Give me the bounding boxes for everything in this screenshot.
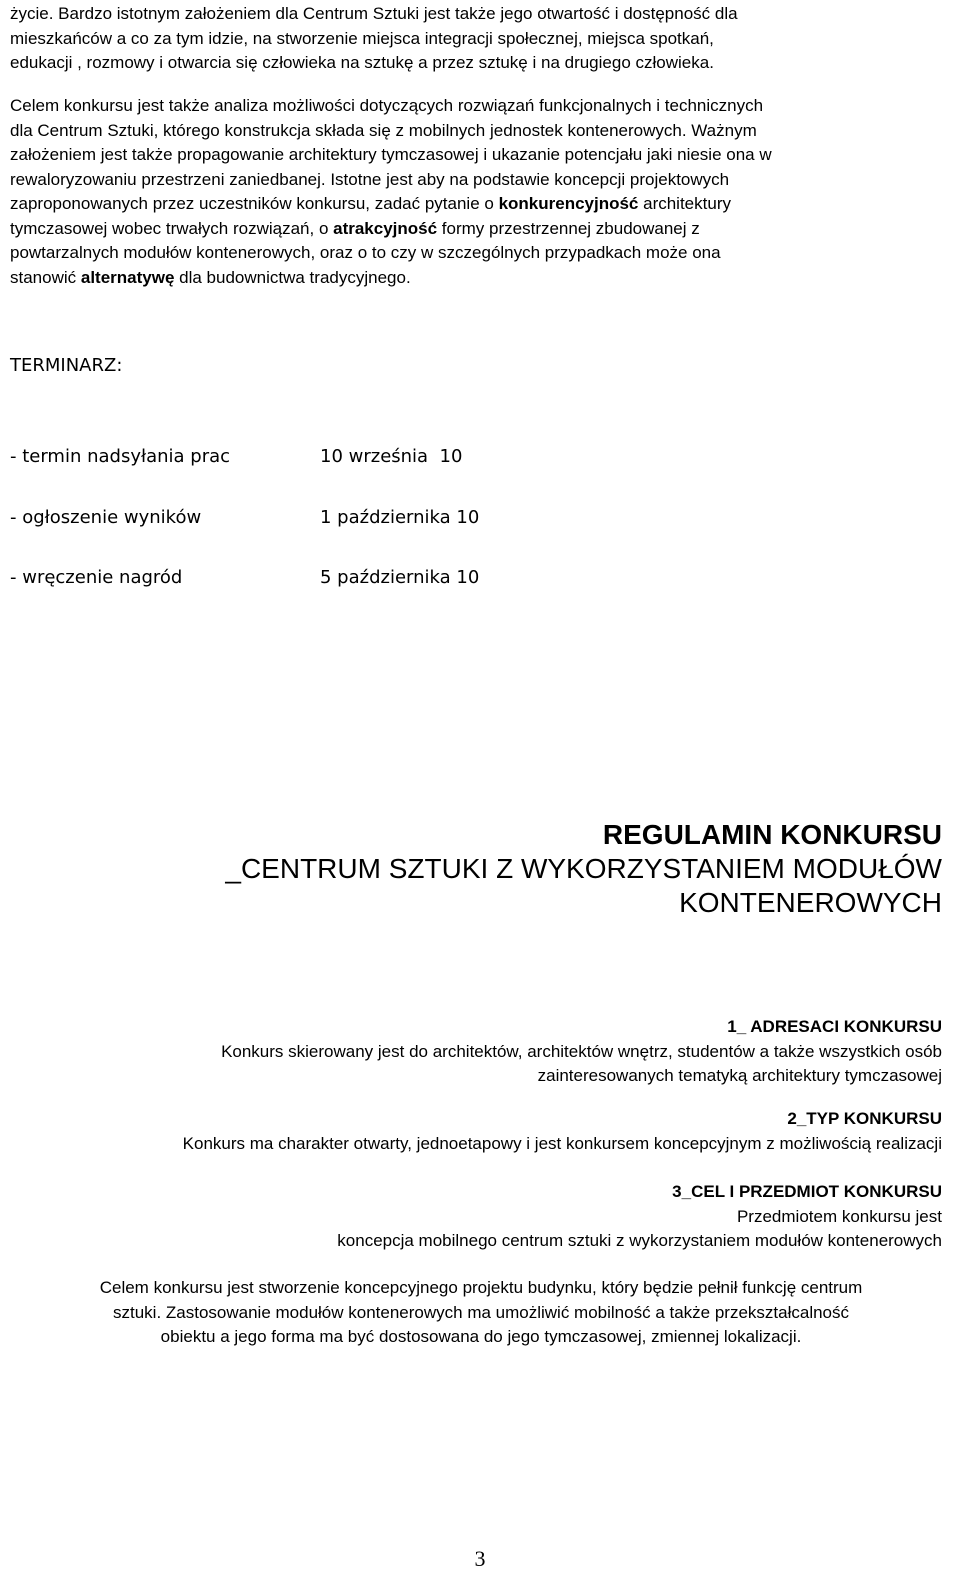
text: tymczasowej wobec trwałych rozwiązań, o	[10, 218, 334, 238]
section-type	[183, 1107, 942, 1156]
rules-title-line: _CENTRUM SZTUKI Z WYKORZYSTANIEM MODUŁÓW	[225, 853, 942, 884]
rules-title	[225, 818, 942, 920]
section-heading: 2_TYP KONKURSU	[787, 1109, 942, 1128]
section-text: Przedmiotem konkursu jest	[736, 1206, 942, 1226]
section-goal-subject	[337, 1180, 942, 1254]
rules-title-line: REGULAMIN KONKURSU	[602, 819, 942, 850]
section-text: koncepcja mobilnego centrum sztuki z wykorzystaniem modułów kontenerowych	[337, 1231, 942, 1250]
goal-line: Celem konkursu jest stworzenie koncepcyjnego projektu budynku, który będzie pełnił funkcję centrum	[99, 1278, 863, 1297]
section-heading: 1_ ADRESACI KONKURSU	[727, 1017, 942, 1036]
section-text: Konkurs ma charakter otwarty, jednoetapowy i jest konkursem koncepcyjnym z możliwością realizacji	[182, 1133, 942, 1153]
purpose-line: Celem konkursu jest także analiza możliwości dotyczących rozwiązań funkcjonalnych i technicznych	[10, 96, 764, 115]
rules-title-line: KONTENEROWYCH	[679, 887, 942, 918]
bold-term: alternatywę	[80, 267, 175, 287]
text: dla budownictwa tradycyjnego.	[174, 267, 411, 287]
section-text: Konkurs skierowany jest do architektów, architektów wnętrz, studentów a także wszystkich osób	[221, 1041, 942, 1061]
schedule-heading: TERMINARZ:	[10, 355, 123, 376]
schedule-date: 10 września 10	[320, 446, 463, 467]
goal-line: sztuki. Zastosowanie modułów kontenerowych ma umożliwić mobilność a także przekształcalność	[112, 1302, 850, 1322]
intro-line: edukacji , rozmowy i otwarcia się człowieka na sztukę a przez sztukę i na drugiego człowieka.	[10, 53, 714, 72]
purpose-line	[10, 217, 952, 242]
purpose-line: założeniem jest także propagowanie architektury tymczasowej i ukazanie potencjału jaki niesie ona w	[10, 145, 772, 164]
schedule-label: - termin nadsyłania prac	[10, 446, 231, 467]
text: stanowić	[10, 267, 81, 287]
purpose-line	[10, 192, 952, 217]
purpose-line	[10, 266, 952, 291]
goal-line: obiektu a jego forma ma być dostosowana do jego tymczasowej, zmiennej lokalizacji.	[160, 1327, 802, 1346]
purpose-paragraph	[10, 94, 952, 290]
purpose-line: dla Centrum Sztuki, którego konstrukcja składa się z mobilnych jednostek kontenerowych. Ważnym	[10, 120, 757, 140]
intro-line: życie. Bardzo istotnym założeniem dla Centrum Sztuki jest także jego otwartość i dostępność dla	[10, 4, 738, 23]
schedule-date: 5 października 10	[320, 567, 480, 588]
text: formy przestrzennej zbudowanej z	[437, 218, 700, 238]
schedule-label: - ogłoszenie wyników	[10, 507, 202, 528]
purpose-line: powtarzalnych modułów kontenerowych, oraz o to czy w szczególnych przypadkach może ona	[10, 243, 721, 262]
goal-paragraph	[10, 1276, 952, 1350]
text: architektury	[638, 194, 731, 213]
schedule-date: 1 października 10	[320, 507, 480, 528]
page-number: 3	[474, 1546, 486, 1571]
schedule-label: - wręczenie nagród	[10, 567, 183, 588]
text: zaproponowanych przez uczestników konkursu, zadać pytanie o	[10, 194, 499, 213]
bold-term: atrakcyjność	[333, 218, 438, 238]
section-addressees	[221, 1015, 942, 1089]
section-text: zainteresowanych tematyką architektury tymczasowej	[537, 1066, 942, 1085]
intro-line: mieszkańców a co za tym idzie, na stworzenie miejsca integracji społecznej, miejsca spotkań,	[10, 28, 714, 48]
bold-term: konkurencyjność	[498, 194, 639, 213]
purpose-line: rewaloryzowaniu przestrzeni zaniedbanej. Istotne jest aby na podstawie koncepcji projektowych	[10, 169, 730, 189]
intro-paragraph	[10, 2, 952, 76]
section-heading: 3_CEL I PRZEDMIOT KONKURSU	[672, 1182, 942, 1201]
